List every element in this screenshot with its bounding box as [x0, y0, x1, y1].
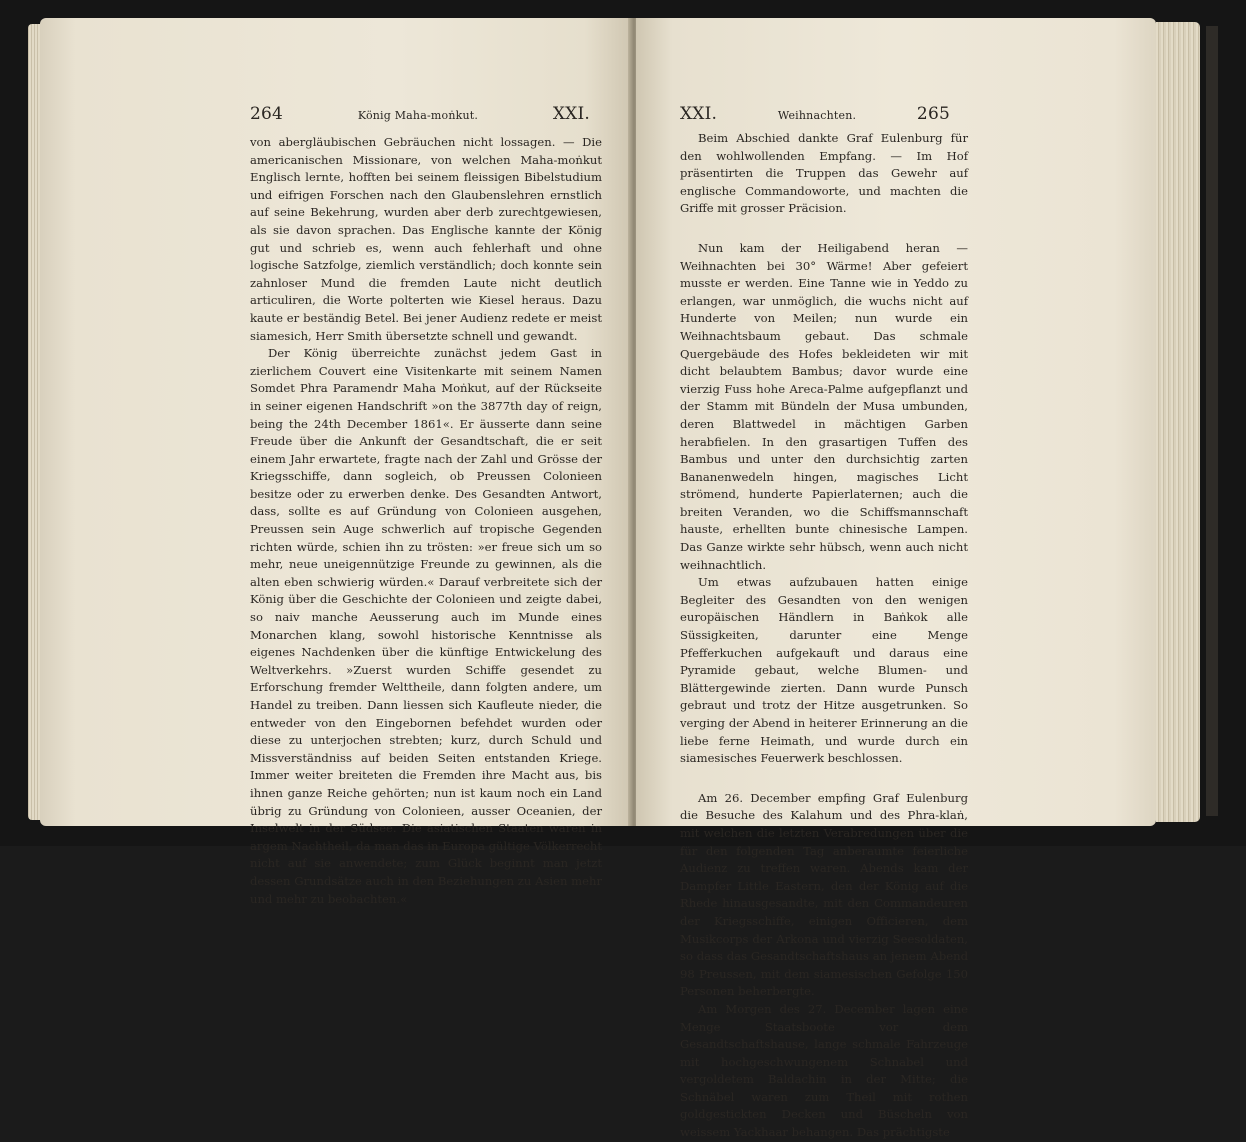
- left-body-text: [250, 134, 602, 908]
- right-running-title: Weihnachten.: [777, 109, 857, 122]
- right-paragraph-5: Am Morgen des 27. December lagen eine Menge Staatsboote vor dem Gesandtschaftshause, lange schmale Fahrzeuge mit hochgeschwungenem Schnabel und vergoldetem Baldachin in der Mitte; die Schnäbel waren zum Theil mit rothen goldgestickten Decken und Büscheln von weissem Yackhaar behangen. Das prächtigste: [680, 1001, 968, 1140]
- right-paragraph-2: Nun kam der Heiligabend heran — Weihnachten bei 30° Wärme! Aber gefeiert musste er werden. Eine Tanne wie in Yeddo zu erlangen, war unmöglich, die wuchs nicht auf Hunderte von Meilen; nun wurde ein Weihnachtsbaum gebaut. Das schmale Quergebäude des Hofes bekleideten wir mit dicht belaubtem Bambus; davor wurde eine vierzig Fuss hohe Areca-Palme aufgepflanzt und der Stamm mit Bündeln der Musa umbunden, deren Blattwedel in mächtigen Garben herabfielen. In den grasartigen Tuffen des Bambus und unter den durchsichtig zarten Bananenwedeln hingen, magisches Licht strömend, hunderte Papierlaternen; auch die breiten Veranden, wo die Schiffsmannschaft hauste, erhellten bunte chinesische Lampen. Das Ganze wirkte sehr hübsch, wenn auch nicht weihnachtlich.: [680, 240, 968, 572]
- right-chapter-number: XXI.: [680, 104, 718, 124]
- left-running-head: [250, 104, 590, 124]
- left-page-number: 264: [250, 104, 284, 124]
- right-body-text: [680, 130, 968, 1142]
- right-page-number: 265: [916, 104, 950, 124]
- left-page: [40, 18, 632, 906]
- right-running-head: [680, 104, 950, 124]
- right-paragraph-1: Beim Abschied dankte Graf Eulenburg für den wohlwollenden Empfang. — Im Hof präsentirten die Truppen das Gewehr auf englische Commandoworte, und machten die Griffe mit grosser Präcision.: [680, 131, 968, 216]
- left-running-title: König Maha-moṅkut.: [357, 109, 479, 122]
- right-page-edges: [1156, 22, 1200, 822]
- left-chapter-number: XXI.: [552, 104, 590, 124]
- right-page: [636, 18, 1156, 1140]
- left-paragraph-2: Der König überreichte zunächst jedem Gast in zierlichem Couvert eine Visitenkarte mit seinem Namen Somdet Phra Paramendr Maha Moṅkut, auf der Rückseite in seiner eigenen Handschrift »on the 3877th day of reign, being the 24th December 1861«. Er äusserte dann seine Freude über die Ankunft der Gesandtschaft, die er seit einem Jahr erwartete, fragte nach der Zahl und Grösse der Kriegsschiffe, dann sogleich, ob Preussen Colonieen besitze oder zu erwerben denke. Des Gesandten Antwort, dass, sollte es auf Gründung von Colonieen ausgehen, Preussen sein Auge schwerlich auf tropische Gegenden richten würde, schien ihn zu trösten: »er freue sich um so mehr, neue uneigennützige Freunde zu gewinnen, als die alten eben schwierig würden.« Darauf verbreitete sich der König über die Geschichte der Colonieen und zeigte dabei, so naiv manche Aeusserung auch im Munde eines Monarchen klang, sowohl historische Kenntnisse als eigenes Nachdenken über die künftige Entwickelung des Weltverkehrs. »Zuerst wurden Schiffe gesendet zu Erforschung fremder Welttheile, dann folgten andere, um Handel zu treiben. Dann liessen sich Kaufleute nieder, die entweder von den Eingebornen befehdet wurden oder diese zu unterjochen strebten; kurz, durch Schuld und Missverständniss auf beiden Seiten entstanden Kriege. Immer weiter breiteten die Fremden ihre Macht aus, bis ihnen ganze Reiche gehörten; nun ist kaum noch ein Land übrig zu Gründung von Colonieen, ausser Oceanien, der Inselwelt in der Südsee. Die asiatischen Staaten waren in argem Nachtheil, da man das in Europa gültige Völkerrecht nicht auf sie anwendete; zum Glück beginnt man jetzt dessen Grundsätze auch in den Beziehungen zu Asien mehr und mehr zu beobachten.«: [250, 346, 602, 906]
- right-paragraph-4: Am 26. December empfing Graf Eulenburg die Besuche des Kalahum und des Phra-klaṅ, mit welchen die letzten Verabredungen über die für den folgenden Tag anberaumte feierliche Audienz zu treffen waren. Abends kam der Dampfer Little Eastern, den der König auf die Rhede hinausgesandte, mit den Commandeuren der Kriegsschiffe, einigen Officieren, dem Musikcorps der Arkona und vierzig Seesoldaten, so dass das Gesandtschaftshaus an jenem Abend 98 Preussen, mit dem siamesischen Gefolge 150 Personen beherbergte.: [680, 790, 968, 999]
- right-paragraph-3: Um etwas aufzubauen hatten einige Begleiter des Gesandten von den wenigen europäischen Händlern in Baṅkok alle Süssigkeiten, darunter eine Menge Pfefferkuchen aufgekauft und daraus eine Pyramide gebaut, welche Blumen- und Blättergewinde zierten. Dann wurde Punsch gebraut und trotz der Hitze ausgetrunken. So verging der Abend in heiterer Erinnerung an die liebe ferne Heimath, und wurde durch ein siamesisches Feuerwerk beschlossen.: [680, 575, 968, 766]
- left-paragraph-1: von abergläubischen Gebräuchen nicht lossagen. — Die americanischen Missionare, von welchen Maha-moṅkut Englisch lernte, hofften bei seinem fleissigen Bibelstudium und eifrigen Forschen nach den Glaubenslehren ernstlich auf seine Bekehrung, wurden aber derb zurechtgewiesen, als sie davon sprachen. Das Englische kannte der König gut und schrieb es, wenn auch fehlerhaft und ohne logische Satzfolge, ziemlich verständlich; doch konnte sein zahnloser Mund die fremden Laute nicht deutlich articuliren, die Worte polterten wie Kiesel heraus. Dazu kaute er beständig Betel. Bei jener Audienz redete er meist siamesich, Herr Smith übersetzte schnell und gewandt.: [250, 135, 602, 343]
- book-cover-strap: [1206, 26, 1218, 816]
